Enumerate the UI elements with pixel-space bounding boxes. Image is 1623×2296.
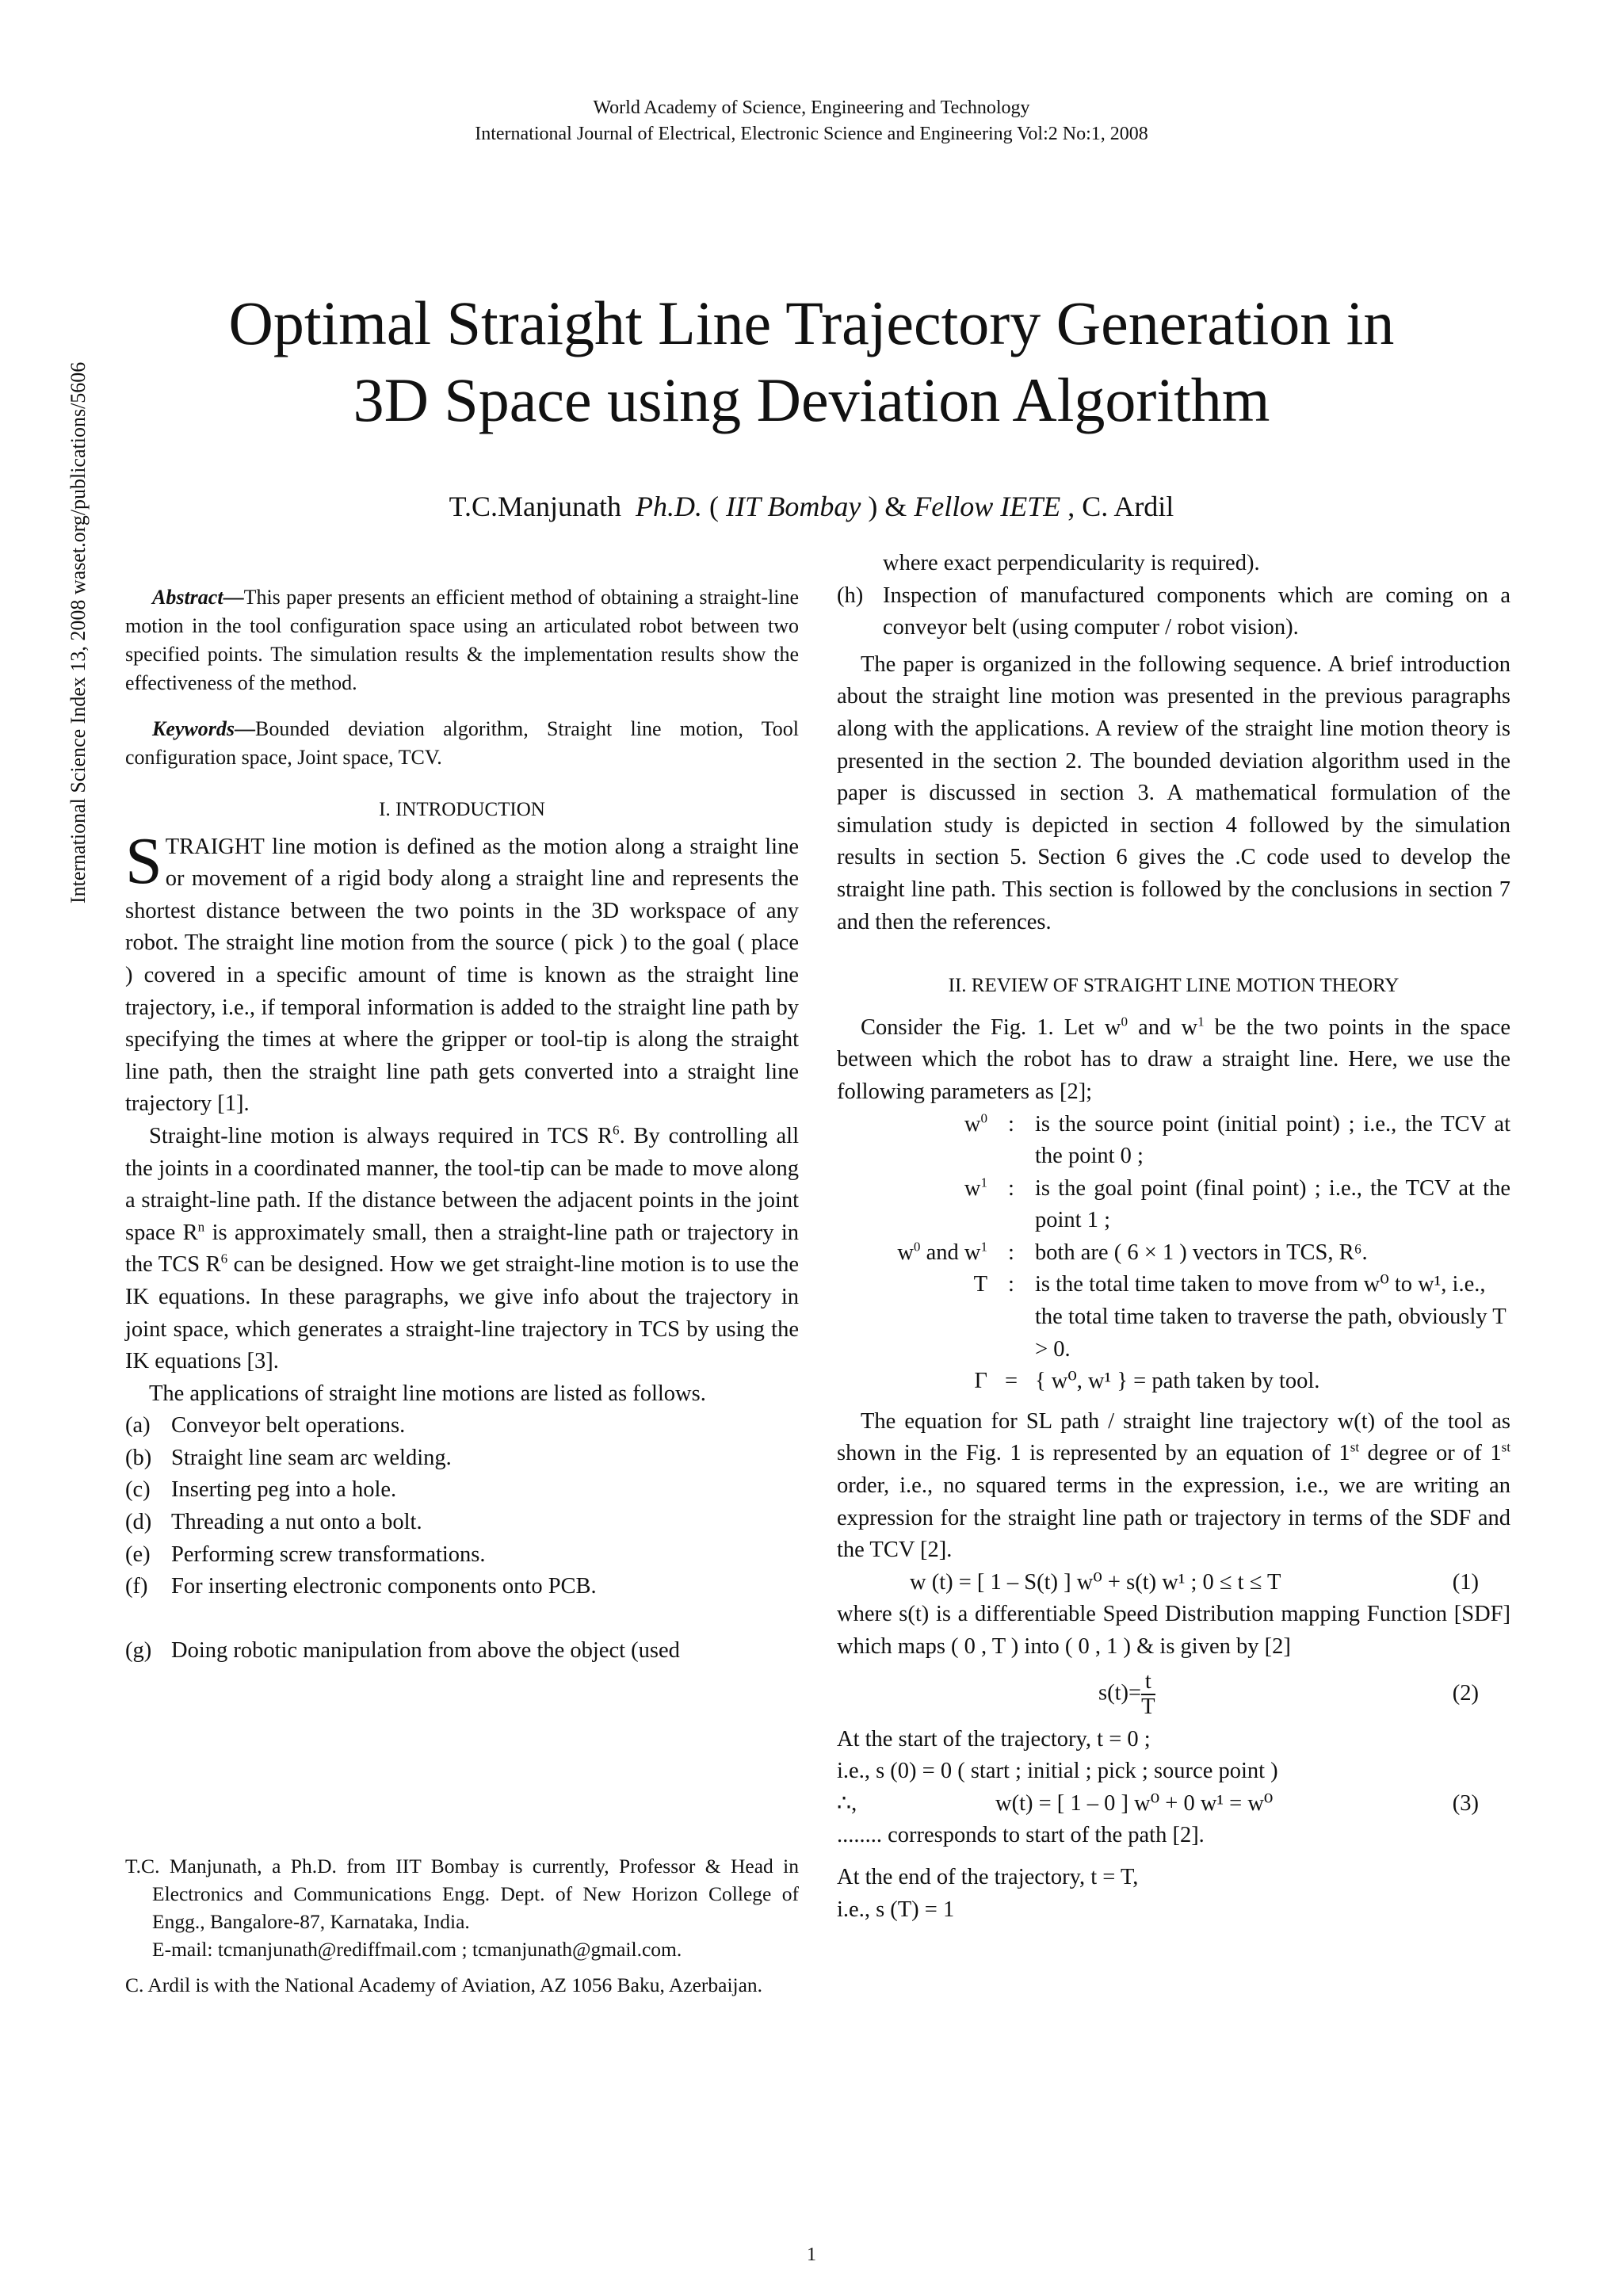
parameter-table bbox=[837, 1109, 1510, 1398]
consider-a: Consider the Fig. 1. Let w bbox=[861, 1014, 1121, 1040]
sdf-paragraph: where s(t) is a differentiable Speed Distribution mapping Function [SDF] which maps ( 0 , T ) into ( 0 , 1 ) & is given by [2] bbox=[837, 1602, 1510, 1659]
fraction bbox=[1141, 1670, 1155, 1719]
sup-0: 0 bbox=[1121, 1014, 1128, 1030]
list-text: Inserting peg into a hole. bbox=[171, 1477, 397, 1503]
param-symbol: T bbox=[973, 1272, 987, 1297]
fraction-numerator: t bbox=[1141, 1670, 1155, 1695]
sup-st-1: st bbox=[1350, 1439, 1360, 1455]
consider-paragraph bbox=[837, 1012, 1510, 1109]
eqintro-b: degree or of 1 bbox=[1359, 1441, 1502, 1466]
section-2-heading bbox=[837, 970, 1510, 1003]
intro-paragraph-1 bbox=[125, 823, 799, 1121]
drop-cap: S bbox=[125, 823, 162, 898]
param-key bbox=[837, 1366, 987, 1398]
param-sep: : bbox=[1008, 1111, 1014, 1137]
list-item bbox=[125, 1571, 799, 1603]
list-text: Inspection of manufactured components which are coming on a conveyor belt (using computer / robot vision). bbox=[883, 583, 1510, 640]
journal-header-line2: International Journal of Electrical, Electronic Science and Engineering Vol:2 No:1, 2008 bbox=[475, 124, 1148, 144]
list-label: (d) bbox=[125, 1510, 152, 1535]
equation-intro-paragraph bbox=[837, 1406, 1510, 1567]
left-column bbox=[125, 583, 799, 1667]
end-line-1: At the end of the trajectory, t = T, bbox=[837, 1864, 1139, 1889]
param-symbol: Γ bbox=[974, 1369, 987, 1394]
param-desc: is the goal point (final point) ; i.e., the TCV at the point 1 ; bbox=[1035, 1175, 1510, 1233]
intro-p2-d: can be designed. How we get straight-line motion is to use the IK equations. In these paragraphs, we give info about the trajectory in joint space, which generates a straight-line trajectory in TCS by using the IK equations [3]. bbox=[125, 1252, 799, 1374]
param-sup: 0 bbox=[980, 1110, 987, 1125]
author-name-2: C. Ardil bbox=[1082, 491, 1174, 522]
param-key bbox=[837, 1269, 987, 1366]
param-sup: 0 bbox=[913, 1239, 921, 1255]
sup-1: 1 bbox=[1197, 1014, 1205, 1030]
intro-p2-a: Straight-line motion is always required in TCS R bbox=[149, 1123, 613, 1148]
intro-p1-text: line motion is defined as the motion along a straight line or movement of a rigid body along a straight line and represents the shortest distance between the two points in the 3D workspace of any robot. The straight line motion from the source ( pick ) to the goal ( place ) covered in a specific amount of time is known as the straight line trajectory, i.e., if temporal information is added to the straight line path by specifying the times at where the gripper or tool-tip is along the straight line path, then the straight line path gets converted into a straight line trajectory [1]. bbox=[125, 834, 799, 1117]
abstract-label: Abstract bbox=[152, 586, 223, 609]
author-name-1: T.C.Manjunath bbox=[449, 491, 621, 522]
list-item bbox=[125, 1539, 799, 1572]
footnote-email: E-mail: tcmanjunath@rediffmail.com ; tcmanjunath@gmail.com. bbox=[152, 1938, 682, 1961]
param-sep: = bbox=[1004, 1369, 1018, 1394]
list-label: (b) bbox=[125, 1445, 152, 1470]
param-desc: { w⁰, w¹ } = path taken by tool. bbox=[1035, 1369, 1320, 1394]
item-g-continued: where exact perpendicularity is required). bbox=[883, 551, 1260, 575]
equation-1 bbox=[837, 1567, 1510, 1599]
author-degree: Ph.D. bbox=[635, 491, 702, 522]
equation-2 bbox=[837, 1670, 1510, 1719]
sup-n: n bbox=[197, 1219, 205, 1235]
fraction-denominator: T bbox=[1141, 1694, 1155, 1719]
start-line-2: i.e., s (0) = 0 ( start ; initial ; pick ; source point ) bbox=[837, 1759, 1278, 1784]
param-desc: both are ( 6 × 1 ) vectors in TCS, R⁶. bbox=[1035, 1240, 1368, 1265]
list-item bbox=[125, 1635, 799, 1668]
footnote-author-2: C. Ardil is with the National Academy of Aviation, AZ 1056 Baku, Azerbaijan. bbox=[125, 1973, 763, 1996]
section-1-title: NTRODUCTION bbox=[402, 799, 545, 820]
list-text: Threading a nut onto a bolt. bbox=[171, 1510, 422, 1535]
list-item bbox=[125, 1442, 799, 1475]
author-line: T.C.Manjunath Ph.D. ( IIT Bombay ) & Fellow IETE , C. Ardil bbox=[449, 491, 1174, 522]
page-number: 1 bbox=[807, 2244, 816, 2265]
list-text: For inserting electronic components onto PCB. bbox=[171, 1574, 597, 1599]
param-symbol: w bbox=[897, 1240, 914, 1265]
param-desc: is the source point (initial point) ; i.e., the TCV at the point 0 ; bbox=[1035, 1111, 1510, 1169]
equation-2-lhs: s(t)= bbox=[1098, 1680, 1142, 1706]
list-item bbox=[125, 1474, 799, 1507]
list-item bbox=[125, 1410, 799, 1442]
param-sup-2: 1 bbox=[980, 1239, 987, 1255]
right-column bbox=[837, 548, 1510, 1926]
therefore-symbol: ∴, bbox=[837, 1790, 857, 1816]
section-1-heading bbox=[125, 794, 799, 827]
eqintro-a: The equation for SL path / straight line trajectory w(t) of the tool as shown in the Fig. 1 is represented by an equation of 1 bbox=[837, 1408, 1510, 1466]
intro-paragraph-2 bbox=[125, 1121, 799, 1378]
intro-p2-c: is approximately small, then a straight-line path or trajectory in the TCS R bbox=[125, 1220, 799, 1278]
list-label: (e) bbox=[125, 1541, 151, 1567]
consider-b: and w bbox=[1128, 1014, 1198, 1040]
author-fellowship: Fellow IETE bbox=[914, 491, 1061, 522]
sup-6a: 6 bbox=[613, 1122, 620, 1138]
footnote-author-1: T.C. Manjunath, a Ph.D. from IIT Bombay is currently, Professor & Head in Electronics and Communications Engg. Dept. of New Horizon College of Engg., Bangalore-87, Karnataka, India. bbox=[125, 1855, 799, 1933]
consider-c: be the two points in the space between which the robot has to draw a straight line. Here, we use the following parameters as [2]; bbox=[837, 1014, 1510, 1104]
end-line-2: i.e., s (T) = 1 bbox=[837, 1897, 955, 1922]
keywords-label: Keywords bbox=[152, 717, 235, 740]
equation-1-number: (1) bbox=[1452, 1569, 1479, 1595]
applications-list bbox=[125, 1410, 799, 1667]
list-label: (g) bbox=[125, 1637, 152, 1663]
list-item-h bbox=[837, 580, 1510, 644]
equation-2-body bbox=[1098, 1670, 1155, 1719]
param-desc: is the total time taken to move from w⁰ to w¹, i.e., the total time taken to traverse the path, obviously T > 0. bbox=[1035, 1272, 1507, 1362]
param-sup: 1 bbox=[980, 1175, 987, 1190]
keywords-text: Bounded deviation algorithm, Straight line motion, Tool configuration space, Joint space, TCV. bbox=[125, 717, 799, 769]
journal-header-line1: World Academy of Science, Engineering and Technology bbox=[593, 97, 1030, 118]
sup-6b: 6 bbox=[220, 1251, 228, 1266]
param-key bbox=[837, 1237, 987, 1270]
list-label: (f) bbox=[125, 1574, 148, 1599]
param-key bbox=[837, 1173, 987, 1237]
list-item bbox=[125, 1507, 799, 1539]
sidebar-index-text: International Science Index 13, 2008 waset.org/publications/5606 bbox=[67, 361, 90, 904]
author-institute: IIT Bombay bbox=[725, 491, 861, 522]
footnotes bbox=[125, 1852, 799, 1999]
equation-2-number: (2) bbox=[1452, 1681, 1479, 1706]
paper-title-line1: Optimal Straight Line Trajectory Generation in bbox=[228, 288, 1395, 357]
param-sep: : bbox=[1008, 1175, 1014, 1201]
abstract-text: This paper presents an efficient method of obtaining a straight-line motion in the tool configuration space using an articulated robot between two specified points. The simulation results & the implementation results show the effectiveness of the method. bbox=[125, 586, 799, 694]
param-sep: : bbox=[1008, 1240, 1014, 1265]
list-text: Doing robotic manipulation from above the object (used bbox=[171, 1637, 680, 1663]
param-symbol: w bbox=[964, 1111, 981, 1137]
equation-3-body: w(t) = [ 1 – 0 ] w⁰ + 0 w¹ = w⁰ bbox=[995, 1790, 1274, 1816]
organization-paragraph: The paper is organized in the following sequence. A brief introduction about the straight line motion was presented in the previous paragraphs along with the applications. A review of the straight line motion theory is presented in the section 2. The bounded deviation algorithm used in the paper is discussed in section 3. A mathematical formulation of the simulation study is depicted in section 4 followed by the simulation results in section 5. Section 6 gives the .C code used to develop the straight line path. This section is followed by the conclusions in section 7 and then the references. bbox=[837, 651, 1510, 934]
equation-3-number: (3) bbox=[1452, 1790, 1479, 1816]
param-symbol: w bbox=[964, 1175, 981, 1201]
keywords: Keywords—Bounded deviation algorithm, Straight line motion, Tool configuration space, Joint space, TCV. bbox=[125, 717, 799, 769]
equation-1-body: w (t) = [ 1 – S(t) ] w⁰ + s(t) w¹ ; 0 ≤ t ≤ T bbox=[910, 1569, 1281, 1595]
section-2-title: EVIEW OF STRAIGHT LINE MOTION THEORY bbox=[984, 975, 1400, 997]
abstract: Abstract—This paper presents an efficient method of obtaining a straight-line motion in the tool configuration space using an articulated robot between two specified points. The simulation results & the implementation results show the effectiveness of the method. bbox=[125, 586, 799, 694]
param-symbol-2: and w bbox=[920, 1240, 981, 1265]
intro-lead-word: TRAIGHT bbox=[165, 834, 265, 859]
start-line-1: At the start of the trajectory, t = 0 ; bbox=[837, 1726, 1151, 1752]
section-1-number: I. I bbox=[379, 799, 403, 820]
list-label: (a) bbox=[125, 1413, 151, 1438]
list-text: Performing screw transformations. bbox=[171, 1541, 486, 1567]
section-2-number: II. R bbox=[948, 975, 985, 997]
list-label: (c) bbox=[125, 1477, 151, 1503]
list-label: (h) bbox=[837, 583, 864, 608]
param-key bbox=[837, 1109, 987, 1173]
list-text: Straight line seam arc welding. bbox=[171, 1445, 452, 1470]
equation-3 bbox=[837, 1788, 1510, 1820]
intro-paragraph-3: The applications of straight line motions are listed as follows. bbox=[149, 1381, 706, 1406]
eqintro-c: order, i.e., no squared terms in the expression, i.e., we are writing an expression for the straight line path or trajectory in terms of the SDF and the TCV [2]. bbox=[837, 1473, 1510, 1563]
intro-p2-b: . By controlling all the joints in a coordinated manner, the tool-tip can be made to move along a straight-line path. If the distance between the adjacent points in the joint space R bbox=[125, 1123, 800, 1245]
paper-title-line2: 3D Space using Deviation Algorithm bbox=[353, 365, 1270, 434]
list-text: Conveyor belt operations. bbox=[171, 1413, 406, 1438]
param-sep: : bbox=[1008, 1272, 1014, 1297]
start-line-3: ........ corresponds to start of the path [2]. bbox=[837, 1823, 1205, 1848]
sup-st-2: st bbox=[1501, 1439, 1510, 1455]
